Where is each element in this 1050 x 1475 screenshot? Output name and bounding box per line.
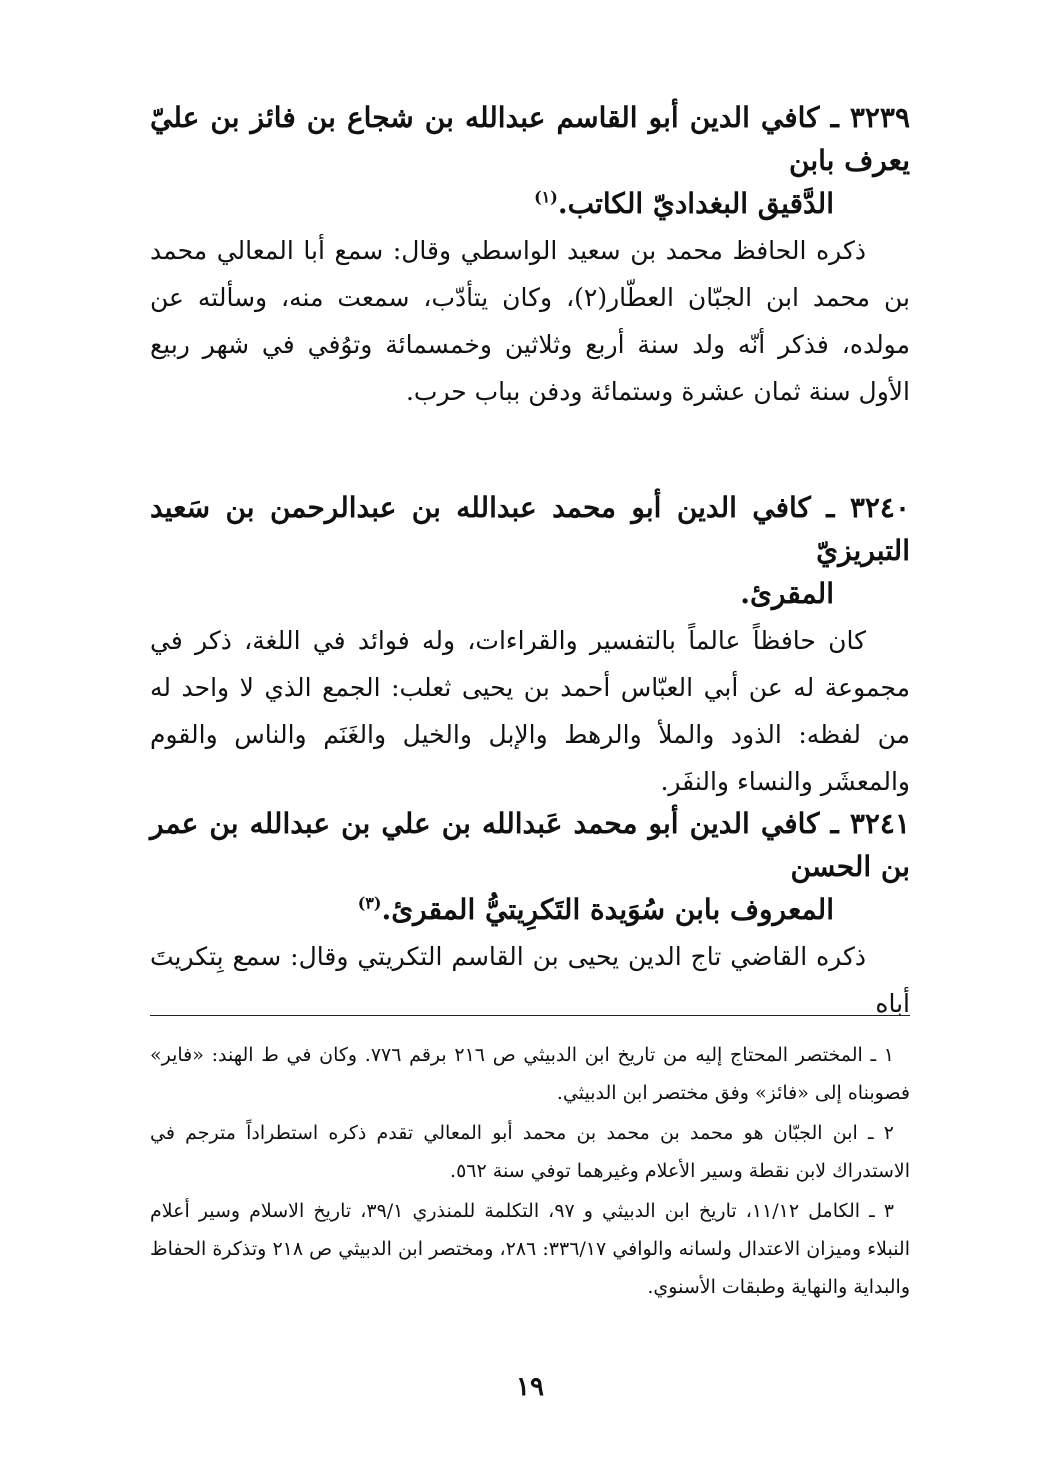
page-number: ١٩ — [516, 1372, 544, 1402]
footnote-2: ٢ ـ ابن الجبّان هو محمد بن محمد بن محمد أبو المعالي تقدم ذكره استطراداً مترجم في الاستدراك لابن نقطة وسير الأعلام وغيرهما توفي سنة ٥٦٢. — [150, 1122, 910, 1182]
footnote-reference: (١) — [534, 187, 558, 207]
entry-title-line2-text: المعروف بابن سُوَيدة التَكرِيتيُّ المقرئ. — [381, 893, 834, 926]
biography-entry-3240 — [150, 486, 910, 805]
footnote-1: ١ ـ المختصر المحتاج إليه من تاريخ ابن الدبيثي ص ٢١٦ برقم ٧٧٦. وكان في ط الهند: «فاير» فصوبناه إلى «فائز» وفق مختصر ابن الدبيثي. — [150, 1044, 910, 1104]
entry-title — [150, 486, 910, 615]
biography-entry-3239 — [150, 96, 910, 415]
entry-title-line2 — [150, 182, 910, 225]
footnote-reference: (٣) — [357, 893, 382, 913]
entry-title-line1: ٣٢٣٩ ـ كافي الدين أبو القاسم عبدالله بن شجاع بن فائز بن عليّ يعرف بابن — [150, 101, 910, 177]
book-page — [150, 96, 910, 1416]
footnotes — [150, 1036, 910, 1308]
entry-title — [150, 96, 910, 225]
entry-title-line2 — [150, 572, 910, 615]
entry-title — [150, 802, 910, 931]
entry-title-line2-text: الدَّقيق البغداديّ الكاتب. — [557, 187, 834, 220]
entry-title-line1: ٣٢٤٠ ـ كافي الدين أبو محمد عبدالله بن عبدالرحمن بن سَعيد التبريزيّ — [150, 491, 910, 567]
entry-title-line2-text: المقرئ. — [740, 577, 834, 610]
entry-body: ذكره القاضي تاج الدين يحيى بن القاسم التكريتي وقال: سمع بِتكريتَ أباه — [150, 942, 910, 1018]
footnote-separator — [150, 1015, 910, 1016]
entry-title-line1: ٣٢٤١ ـ كافي الدين أبو محمد عَبدالله بن علي بن عبدالله بن عمر بن الحسن — [150, 807, 910, 883]
entry-body: كان حافظاً عالماً بالتفسير والقراءات، وله فوائد في اللغة، ذكر في مجموعة له عن أبي العبّاس أحمد بن يحيى ثعلب: الجمع الذي لا واحد له من لفظه: الذود والملأ والرهط والإبل والخيل والغَنَم والناس والقوم والمعشَر والنساء والنفَر. — [150, 626, 910, 796]
entry-title-line2 — [150, 888, 910, 931]
entry-body: ذكره الحافظ محمد بن سعيد الواسطي وقال: سمع أبا المعالي محمد بن محمد ابن الجبّان العطّار(٢)، وكان يتأدّب، سمعت منه، وسألته عن مولده، فذكر أنّه ولد سنة أربع وثلاثين وخمسمائة وتوُفي في شهر ربيع الأول سنة ثمان عشرة وستمائة ودفن بباب حرب. — [150, 236, 910, 406]
footnote-3: ٣ ـ الكامل ١١/١٢، تاريخ ابن الدبيثي و ٩٧، التكلمة للمنذري ٣٩/١، تاريخ الاسلام وسير أعلام النبلاء وميزان الاعتدال ولسانه والوافي ٣٣٦/١٧: ٢٨٦، ومختصر ابن الدبيثي ص ٢١٨ وتذكرة الحفاظ والبداية والنهاية وطبقات الأسنوي. — [150, 1200, 910, 1298]
biography-entry-3241 — [150, 802, 910, 1027]
